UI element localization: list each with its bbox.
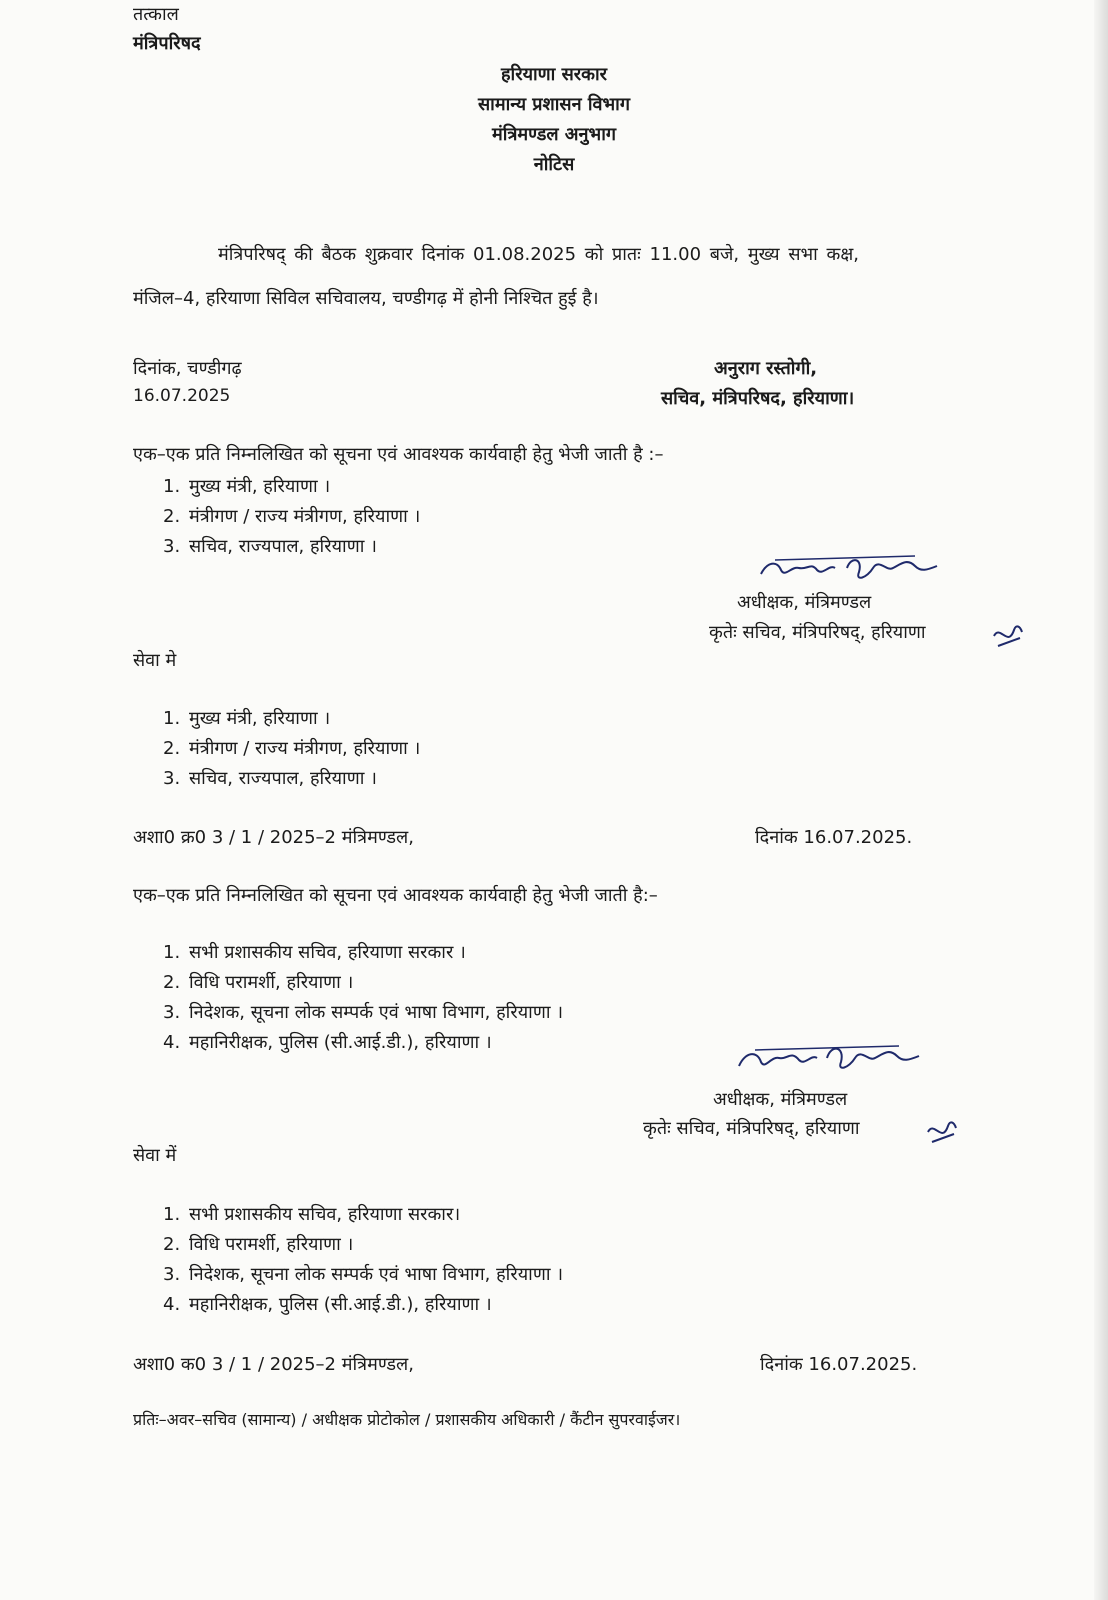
section1-list xyxy=(163,472,420,562)
header-department: सामान्य प्रशासन विभाग xyxy=(478,94,630,115)
section2-sign-sub: कृतेः सचिव, मंत्रिपरिषद्, हरियाणा xyxy=(643,1118,860,1139)
signatory-name: अनुराग रस्तोगी, xyxy=(714,358,818,379)
list-item: 3. सचिव, राज्यपाल, हरियाणा । xyxy=(163,768,377,789)
page-edge xyxy=(1094,0,1108,1600)
list-item: 2. विधि परामर्शी, हरियाणा । xyxy=(163,1234,354,1255)
urgent-mark: तत्काल xyxy=(133,4,179,25)
seva2-list xyxy=(163,1200,563,1320)
seva-label-1: सेवा मे xyxy=(133,650,177,671)
header-section: मंत्रिमण्डल अनुभाग xyxy=(492,124,616,145)
notice-body-line2: मंजिल–4, हरियाणा सिविल सचिवालय, चण्डीगढ़ में होनी निश्चित हुई है। xyxy=(133,288,599,309)
issue-date: 16.07.2025 xyxy=(133,386,231,406)
header-government: हरियाणा सरकार xyxy=(500,64,607,85)
section1-sign-title: अधीक्षक, मंत्रिमण्डल xyxy=(737,592,872,613)
notice-body-line1: मंत्रिपरिषद् की बैठक शुक्रवार दिनांक 01.08.2025 को प्रातः 11.00 बजे, मुख्य सभा कक्ष, xyxy=(218,244,859,265)
list-item: 1. सभी प्रशासकीय सचिव, हरियाणा सरकार । xyxy=(163,942,466,963)
reference-date-1: दिनांक 16.07.2025. xyxy=(755,827,913,848)
seva1-list xyxy=(163,704,420,794)
place-label: दिनांक, चण्डीगढ़ xyxy=(133,358,242,379)
list-item: 3. निदेशक, सूचना लोक सम्पर्क एवं भाषा विभाग, हरियाणा । xyxy=(163,1264,564,1285)
initials-mark-1 xyxy=(990,618,1026,652)
list-item: 1. मुख्य मंत्री, हरियाणा । xyxy=(163,708,331,729)
reference-number-1: अशा0 क्र0 3 / 1 / 2025–2 मंत्रिमण्डल, xyxy=(133,827,414,848)
list-item: 3. निदेशक, सूचना लोक सम्पर्क एवं भाषा विभाग, हरियाणा । xyxy=(163,1002,564,1023)
list-item: 1. मुख्य मंत्री, हरियाणा । xyxy=(163,476,331,497)
list-item: 1. सभी प्रशासकीय सचिव, हरियाणा सरकार। xyxy=(163,1204,461,1225)
list-item: 4. महानिरीक्षक, पुलिस (सी.आई.डी.), हरियाणा । xyxy=(163,1294,492,1315)
list-item: 3. सचिव, राज्यपाल, हरियाणा । xyxy=(163,536,377,557)
section2-list xyxy=(163,938,563,1058)
initials-mark-2 xyxy=(924,1114,960,1148)
council-mark: मंत्रिपरिषद xyxy=(133,33,201,54)
header-notice: नोटिस xyxy=(533,154,575,175)
section2-sign-title: अधीक्षक, मंत्रिमण्डल xyxy=(713,1089,848,1110)
section2-intro: एक–एक प्रति निम्नलिखित को सूचना एवं आवश्यक कार्यवाही हेतु भेजी जाती है:– xyxy=(133,885,658,906)
reference-date-2: दिनांक 16.07.2025. xyxy=(760,1354,918,1375)
seva-label-2: सेवा में xyxy=(133,1145,177,1166)
signature-1 xyxy=(755,548,945,588)
list-item: 2. विधि परामर्शी, हरियाणा । xyxy=(163,972,354,993)
list-item: 2. मंत्रीगण / राज्य मंत्रीगण, हरियाणा । xyxy=(163,738,421,759)
signature-2 xyxy=(733,1036,923,1080)
section1-intro: एक–एक प्रति निम्नलिखित को सूचना एवं आवश्यक कार्यवाही हेतु भेजी जाती है :– xyxy=(133,444,664,465)
section1-sign-sub: कृतेः सचिव, मंत्रिपरिषद्, हरियाणा xyxy=(709,622,926,643)
reference-number-2: अशा0 क0 3 / 1 / 2025–2 मंत्रिमण्डल, xyxy=(133,1354,414,1375)
signatory-title: सचिव, मंत्रिपरिषद, हरियाणा। xyxy=(661,388,855,409)
list-item: 4. महानिरीक्षक, पुलिस (सी.आई.डी.), हरियाणा । xyxy=(163,1032,492,1053)
copy-to-footer: प्रतिः–अवर–सचिव (सामान्य) / अधीक्षक प्रोटोकोल / प्रशासकीय अधिकारी / कैंटीन सुपरवाईजर। xyxy=(133,1410,681,1429)
list-item: 2. मंत्रीगण / राज्य मंत्रीगण, हरियाणा । xyxy=(163,506,421,527)
